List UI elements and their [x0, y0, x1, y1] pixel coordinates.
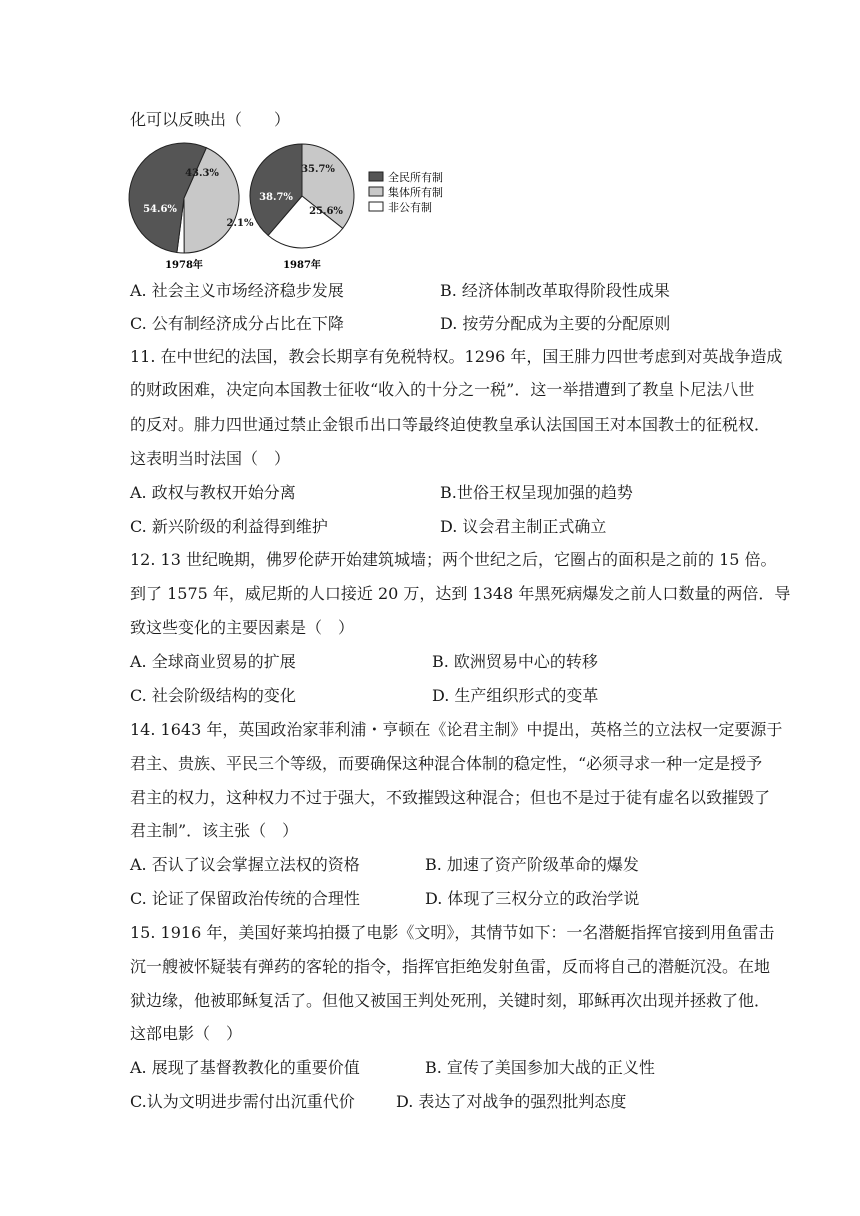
legend-label: 非公有制	[388, 201, 432, 214]
ownership-pie-charts	[126, 138, 486, 270]
pie-data-label: 35.7%	[301, 164, 335, 175]
q15-stem-line: 15. 1916 年，美国好莱坞拍摄了电影《文明》，其情节如下：一名潜艇指挥官接到用鱼雷击	[130, 923, 775, 942]
legend-label: 全民所有制	[388, 171, 443, 184]
q15-stem-line: 沉一艘被怀疑装有弹药的客轮的指令，指挥官拒绝发射鱼雷，反而将自己的潜艇沉没。在地	[130, 957, 771, 976]
pie-data-label: 43.3%	[185, 168, 219, 179]
year-label-1987: 1987年	[283, 260, 321, 270]
q15-option-d: D. 表达了对战争的强烈批判态度	[396, 1092, 627, 1111]
q15-stem-line: 这部电影（ ）	[130, 1024, 243, 1043]
q14-stem-line: 君主的权力，这种权力不过于强大，不致摧毁这种混合；但也不是过于徒有虚名以致摧毁了	[130, 788, 771, 807]
legend-swatch	[369, 187, 383, 196]
pie-data-label: 2.1%	[226, 218, 254, 229]
q14-option-a: A. 否认了议会掌握立法权的资格	[130, 855, 360, 874]
q12-stem-line: 致这些变化的主要因素是（ ）	[130, 618, 355, 637]
q14-stem-line: 君主、贵族、平民三个等级，而要确保这种混合体制的稳定性，“必须寻求一种一定是授予	[130, 754, 763, 773]
q11-stem-line: 的反对。腓力四世通过禁止金银币出口等最终迫使教皇承认法国国王对本国教士的征税权．	[130, 415, 771, 434]
q10-option-a: A. 社会主义市场经济稳步发展	[130, 281, 344, 300]
year-label-1978: 1978年	[165, 260, 203, 270]
legend-swatch	[369, 172, 383, 181]
legend-swatch	[369, 202, 383, 211]
q11-option-c: C. 新兴阶级的利益得到维护	[130, 517, 328, 536]
q11-stem-line: 的财政困难，决定向本国教士征收“收入的十分之一税”．这一举措遭到了教皇卜尼法八世	[130, 380, 755, 399]
chart-legend	[369, 170, 443, 214]
q11-option-d: D. 议会君主制正式确立	[440, 517, 607, 536]
q12-option-c: C. 社会阶级结构的变化	[130, 686, 296, 705]
q12-stem-line: 到了 1575 年，威尼斯的人口接近 20 万，达到 1348 年黑死病爆发之前人口数量的两倍．导	[130, 584, 791, 603]
pie-chart-1978	[129, 143, 254, 253]
q15-option-a: A. 展现了基督教教化的重要价值	[130, 1058, 360, 1077]
q12-stem-line: 12. 13 世纪晚期，佛罗伦萨开始建筑城墙；两个世纪之后，它圈占的面积是之前的 15 倍。	[130, 550, 777, 569]
pie-data-label: 38.7%	[259, 192, 293, 203]
q14-option-d: D. 体现了三权分立的政治学说	[425, 889, 640, 908]
pie-chart-1987	[250, 144, 354, 248]
pie-data-label: 25.6%	[309, 206, 343, 217]
pie-data-label: 54.6%	[143, 204, 177, 215]
q14-stem-line: 14. 1643 年，英国政治家菲利浦・亨顿在《论君主制》中提出，英格兰的立法权一定要源于	[130, 720, 783, 739]
q11-option-a: A. 政权与教权开始分离	[130, 483, 296, 502]
q11-stem-line: 这表明当时法国（ ）	[130, 449, 291, 468]
q14-option-b: B. 加速了资产阶级革命的爆发	[425, 855, 639, 874]
q12-option-d: D. 生产组织形式的变革	[432, 686, 599, 705]
q11-stem-line: 11. 在中世纪的法国，教会长期享有免税特权。1296 年，国王腓力四世考虑到对英战争造成	[130, 347, 783, 366]
q10-option-c: C. 公有制经济成分占比在下降	[130, 314, 344, 333]
q10-stem: 化可以反映出（ ）	[130, 110, 291, 129]
q15-stem-line: 狱边缘，他被耶稣复活了。但他又被国王判处死刑，关键时刻，耶稣再次出现并拯救了他．	[130, 991, 771, 1010]
q14-option-c: C. 论证了保留政治传统的合理性	[130, 889, 360, 908]
q10-option-d: D. 按劳分配成为主要的分配原则	[440, 314, 671, 333]
q15-option-b: B. 宣传了美国参加大战的正义性	[425, 1058, 655, 1077]
legend-label: 集体所有制	[388, 186, 443, 199]
q15-option-c: C.认为文明进步需付出沉重代价	[130, 1092, 355, 1111]
q10-option-b: B. 经济体制改革取得阶段性成果	[440, 281, 670, 300]
q12-option-a: A. 全球商业贸易的扩展	[130, 652, 296, 671]
q11-option-b: B.世俗王权呈现加强的趋势	[440, 483, 633, 502]
q14-stem-line: 君主制”．该主张（ ）	[130, 821, 299, 840]
q12-option-b: B. 欧洲贸易中心的转移	[432, 652, 598, 671]
